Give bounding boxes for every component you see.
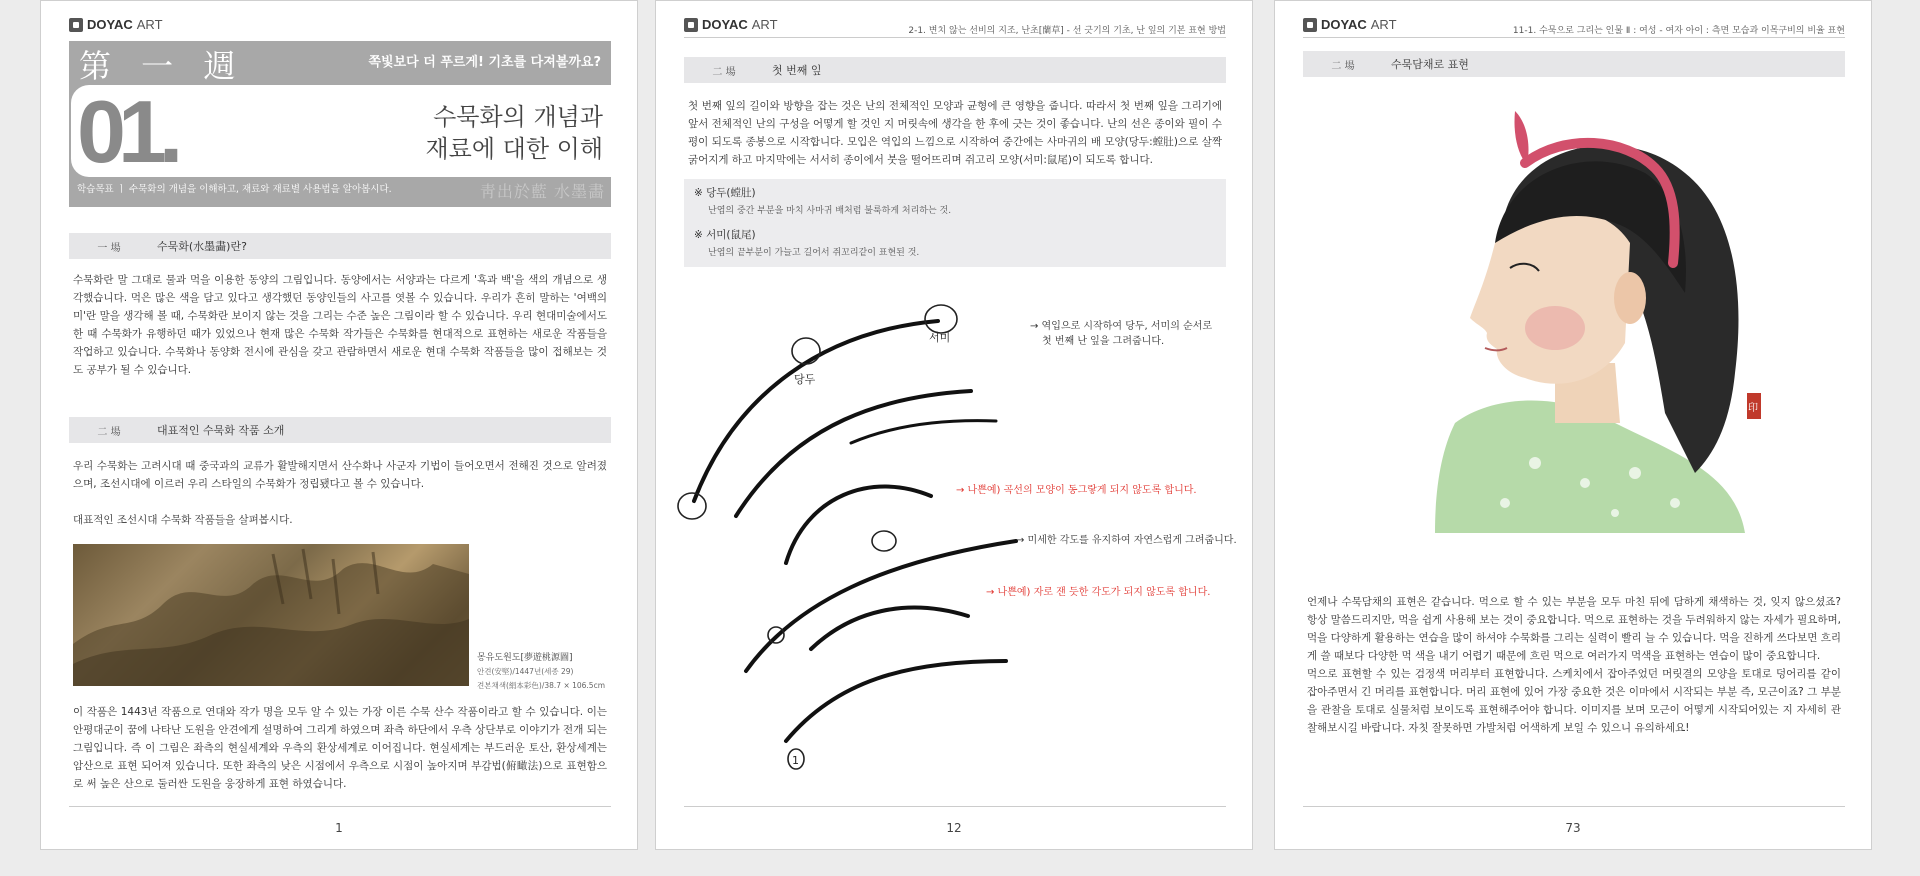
annotation-2: → 나쁜예) 곡선의 모양이 동그랗게 되지 않도록 합니다. <box>956 485 1197 496</box>
chapter-title-line1: 수묵화의 개념과 <box>433 103 603 131</box>
section-text-1: 언제나 수묵담채의 표현은 같습니다. 먹으로 할 수 있는 부분을 모두 마친 뒤에 담하게 채색하는 것, 잊지 않으셨죠? 항상 말씀드리지만, 먹을 쉽게 사용해 보는 것이 중요합니다. 먹으로 표현하는 것을 두려워하지 않는 자세가 필요하며, 먹을 다양하게 활용하는 연습을 많이 하셔야 수묵화를 그리는 실력이 빨리 늘 수 있습니다. 먹을 진하게 쓰다보면 흐리게 쓸 때보다 다양한 먹 색을 내기 어렵기 때문에 흐린 먹으로 여러가지 먹색을 표현하는 연습이 많이 중요합니다. <box>1307 596 1841 662</box>
section-title: 수묵화(水墨畵)란? <box>157 240 247 253</box>
section2-text-3: 이 작품은 1443년 작품으로 연대와 작가 명을 모두 알 수 있는 가장 이른 수묵 산수 작품이라고 할 수 있습니다. 이는 안평대군이 꿈에 나타난 도원을 안견에게 설명하여 그리게 하였으며 좌측 하단에서 우측 상단부로 이야기가 전개 되는 그림입니다. 즉 이 그림은 좌측의 현실세계와 우측의 환상세계로 이어집니다. 현실세계는 부드러운 토산, 환상세계는 암산으로 표현 되어져 있습니다. 또한 좌측의 낮은 시점에서 우측으로 시점이 높아지며 부감법(俯瞰法)으로 표현함으로 써 높은 산으로 둘러싼 도원을 웅장하게 표현 하였습니다. <box>73 706 607 790</box>
footer-rule <box>1303 806 1845 807</box>
girl-portrait-painting <box>1415 93 1795 563</box>
header-rule <box>1303 37 1845 38</box>
sketch-label-dangdu: 당두 <box>794 373 816 386</box>
logo-brand: DOYAC <box>1321 17 1367 32</box>
logo-icon <box>684 18 698 32</box>
term-note-box <box>684 179 1226 267</box>
section-bar-2 <box>69 417 611 443</box>
note2-term: ※ 서미(鼠尾) <box>694 229 756 241</box>
page-number: 12 <box>946 821 962 835</box>
caption-line2: 견본채색(絹本彩色)/38.7 × 106.5cm <box>477 681 606 690</box>
section2-text-2: 대표적인 조선시대 수묵화 작품들을 살펴봅시다. <box>73 514 293 526</box>
artist-seal: 印 <box>1748 403 1758 414</box>
logo-suffix: ART <box>1370 17 1397 32</box>
header-rule <box>684 37 1226 38</box>
page-73 <box>1274 0 1872 850</box>
page-number: 73 <box>1565 821 1581 835</box>
chapter-title-line2: 재료에 대한 이해 <box>425 135 603 163</box>
page-12 <box>655 0 1253 850</box>
doyac-logo <box>684 17 778 32</box>
section-num: 二 場 <box>1331 60 1355 72</box>
learning-goal: 학습목표 ㅣ 수묵화의 개념을 이해하고, 재료와 재료별 사용법을 알아봅시다. <box>77 184 392 195</box>
note1-term: ※ 당두(螳肚) <box>694 187 756 199</box>
sketch-label-seomi: 서미 <box>929 331 951 344</box>
logo-icon <box>69 18 83 32</box>
section-bar-1 <box>69 233 611 259</box>
annotation-1-line2: 첫 번째 난 잎을 그려줍니다. <box>1042 336 1165 347</box>
logo-icon <box>1303 18 1317 32</box>
doyac-logo <box>69 17 163 32</box>
painting-caption <box>477 651 605 693</box>
annotation-1 <box>1030 319 1212 349</box>
section-bar <box>684 57 1226 83</box>
section-title: 대표적인 수묵화 작품 소개 <box>157 424 285 437</box>
section1-text: 수묵화란 말 그대로 물과 먹을 이용한 동양의 그림입니다. 동양에서는 서양과는 다르게 '흑과 백'을 색의 개념으로 생각했습니다. 먹은 많은 색을 담고 있다고 생각했던 동양인들의 사고를 엿볼 수 있습니다. 우리가 흔히 말하는 '여백의 미'란 말을 생각해 볼 때, 수묵화란 보이지 않는 것을 그리는 수준 높은 그림이라 할 수 있습니다. 우리 현대미술에서도 한 때 수묵화가 유행하던 때가 있었으나 현재 많은 수묵화 작가들은 수묵화를 현대적으로 표현하는 새로운 작품들을 작업하고 있습니다. 수묵화나 동양화 전시에 관심을 갖고 관람하면서 새로운 현대 수묵화 작품들을 많이 접해보는 것도 공부가 될 수 있습니다. <box>73 274 607 376</box>
logo-suffix: ART <box>751 17 778 32</box>
orchid-leaf-strokes <box>676 301 1036 781</box>
annotation-1-line1: → 역입으로 시작하여 당두, 서미의 순서로 <box>1030 321 1213 332</box>
week-title: 第 一 週 <box>79 47 246 85</box>
section-text-2: 먹으로 표현할 수 있는 검정색 머리부터 표현합니다. 스케치에서 잡아주었던 머릿결의 모양을 토대로 덩어리를 같이 잡아주면서 긴 머리를 표현합니다. 머리 표현에 있어 가장 중요한 것은 이마에서 시작되는 부분 즉, 모근이죠? 그 부분을 관찰을 토대로 실물처럼 보이도록 표현해주어야 합니다. 이미지를 보며 모근이 어떻게 시작되어있는 지 자세히 관찰해보시길 바랍니다. 자칫 잘못하면 가발처럼 어색하게 보일 수 있으니 유의하세요! <box>1307 668 1841 734</box>
section-num: 二 場 <box>97 426 121 438</box>
running-head: 11-1. 수묵으로 그리는 인물 Ⅱ : 여성 - 여자 아이 : 측면 모습과 이목구비의 비율 표현 <box>1512 26 1845 36</box>
annotation-4: → 나쁜예) 자로 잰 듯한 각도가 되지 않도록 합니다. <box>986 587 1211 598</box>
section-title: 수묵담채로 표현 <box>1391 58 1469 71</box>
sketch-label-one: 1 <box>792 754 799 767</box>
caption-line1: 안견(安堅)/1447년(세종 29) <box>477 667 574 676</box>
page-number: 1 <box>335 821 343 835</box>
chapter-number: 01. <box>77 82 176 181</box>
note1-def: 난엽의 중간 부분을 마치 사마귀 배처럼 불룩하게 처리하는 것. <box>708 206 952 216</box>
logo-brand: DOYAC <box>87 17 133 32</box>
doyac-logo <box>1303 17 1397 32</box>
chapter-title <box>425 101 603 165</box>
footer-rule <box>684 806 1226 807</box>
mongyudowondo-painting <box>73 544 469 686</box>
note2-def: 난엽의 끝부분이 가늘고 길어서 쥐꼬리같이 표현된 것. <box>708 248 920 258</box>
section-text: 첫 번째 잎의 길이와 방향을 잡는 것은 난의 전체적인 모양과 균형에 큰 영향을 줍니다. 따라서 첫 번째 잎을 그리기에 앞서 전체적인 난의 구성을 어떻게 할 것인 지 머릿속에 생각을 한 후에 긋는 것이 좋습니다. 난의 선은 종이와 필이 수평이 되도록 종봉으로 시작합니다. 모입은 역입의 느낌으로 시작하여 중간에는 사마귀의 배 모양(당두:螳肚)으로 살짝 굵어지게 하고 마지막에는 서서히 종이에서 붓을 떨어뜨리며 쥐고리 모양(서미:鼠尾)이 되도록 합니다. <box>688 100 1222 166</box>
week-slogan: 쪽빛보다 더 푸르게! 기초를 다져볼까요? <box>368 55 601 70</box>
running-head: 2-1. 변치 않는 선비의 지조, 난초[蘭草] - 선 긋기의 기초, 난 잎의 기본 표현 방법 <box>908 26 1226 36</box>
section-num: 一 場 <box>97 242 121 254</box>
caption-title: 몽유도원도[夢遊桃源圖] <box>477 653 573 663</box>
section-num: 二 場 <box>712 66 736 78</box>
section-title: 첫 번째 잎 <box>772 64 822 77</box>
section2-text: 우리 수묵화는 고려시대 때 중국과의 교류가 활발해지면서 산수화나 사군자 기법이 들어오면서 전해진 것으로 알려졌으며, 조선시대에 이르러 우리 스타일의 수묵화가 정립됐다고 볼 수 있습니다. <box>73 460 607 490</box>
page-1 <box>40 0 638 850</box>
section-bar <box>1303 51 1845 77</box>
calligraphy-text: 靑出於藍 水墨畵 <box>479 182 605 201</box>
logo-suffix: ART <box>136 17 163 32</box>
footer-rule <box>69 806 611 807</box>
logo-brand: DOYAC <box>702 17 748 32</box>
annotation-3: → 미세한 각도를 유지하여 자연스럽게 그려줍니다. <box>1016 535 1237 546</box>
